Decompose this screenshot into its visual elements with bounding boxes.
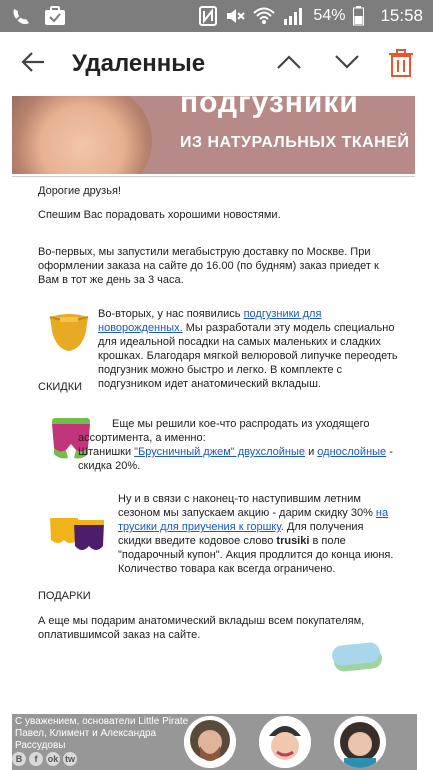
page-title: Удаленные (72, 50, 206, 77)
signal-icon (283, 7, 305, 25)
sale-text-mid: и (305, 446, 318, 458)
odnoklassniki-icon[interactable]: ok (47, 754, 59, 764)
chevron-down-icon[interactable] (334, 54, 360, 75)
sale-text-end: - скидка 20%. (78, 446, 393, 472)
avatar (259, 716, 311, 768)
gifts-paragraph: А еще мы подарим анатомический вкладыш всем покупателям, оплатившимсой заказ на сайте. (38, 615, 365, 641)
discounts-heading: СКИДКИ (38, 381, 83, 393)
clock: 15:58 (380, 6, 423, 25)
divider (12, 176, 415, 177)
trash-icon[interactable] (388, 48, 414, 83)
one-layer-pants-link[interactable]: однослойные (317, 446, 387, 458)
status-bar (0, 0, 433, 32)
two-layer-pants-link[interactable]: "Брусничный джем" двухслойные (134, 446, 306, 458)
promo-banner[interactable] (12, 96, 415, 174)
gifts-heading: ПОДАРКИ (38, 590, 91, 602)
twitter-icon[interactable]: tw (65, 754, 75, 764)
potty-text-mid: . Для получения скидки введите кодовое слово (118, 521, 364, 547)
potty-text-end: в поле "подарочный купон". Акция продлится до конца июня. Количество товара как всегда ограничено. (118, 535, 394, 575)
banner-title: подгузники (180, 96, 359, 119)
avatar (184, 716, 236, 768)
potty-paragraph (118, 492, 400, 576)
sale-intro: Еще мы решили кое-что распродать из уходящего ассортимента, а именно: (78, 418, 370, 444)
battery-icon (353, 6, 364, 26)
sale-paragraph (78, 417, 398, 473)
delivery-paragraph: Во-первых, мы запустили мегабыструю доставку по Москве. При оформлении заказа на сайте до 16.00 (по будням) заказ приедет к Вам в тот же день за 3 часа. (38, 246, 379, 286)
nfc-icon (199, 6, 217, 26)
battery-text: 54% (313, 7, 346, 24)
vk-icon[interactable]: В (12, 752, 26, 766)
potty-text-start: Ну и в связи с наконец-то наступившим летним сезоном мы запускаем акцию - дарим скидку 30% (118, 493, 376, 519)
social-links (12, 752, 77, 766)
avatar (334, 716, 386, 768)
mute-icon (225, 6, 245, 26)
potty-training-pants-link[interactable]: на трусики для приучения к горшку (118, 507, 389, 533)
signature-text: С уважением, основатели Little Pirate Павел, Климент и Александра Рассудовы (15, 716, 189, 751)
facebook-icon[interactable]: f (29, 752, 43, 766)
newborn-text-start: Во-вторых, у нас появились (98, 308, 244, 320)
newborn-diaper-image (46, 309, 92, 355)
greeting: Дорогие друзья! (38, 185, 121, 197)
briefcase-check-icon (44, 6, 66, 26)
missed-call-icon (10, 6, 32, 26)
newborn-text-end: Мы разработали эту модель специально для идеальной посадки на самых маленьких и сладких крошках. Благодаря мягкой велюровой липучке переодеть подгузник можно быстро и легко. В комплекте с подгузником идет анатомический вкладыш. (98, 322, 398, 390)
chevron-up-icon[interactable] (276, 54, 302, 75)
banner-subtitle: ИЗ НАТУРАЛЬНЫХ ТКАНЕЙ (180, 134, 410, 151)
email-body[interactable] (0, 96, 433, 770)
app-bar (0, 32, 433, 96)
intro-text: Спешим Вас порадовать хорошими новостями. (38, 209, 281, 221)
child-photo (12, 96, 152, 174)
training-pants-image (48, 514, 106, 558)
back-arrow-icon[interactable] (20, 50, 46, 79)
coupon-code: trusiki (276, 535, 310, 547)
wifi-icon (253, 7, 275, 25)
sale-text-start: Штанишки (78, 446, 135, 458)
liner-insert-image (330, 638, 385, 678)
newborn-diapers-link[interactable]: подгузники для новорожденных. (98, 308, 322, 334)
newborn-paragraph (98, 307, 398, 391)
